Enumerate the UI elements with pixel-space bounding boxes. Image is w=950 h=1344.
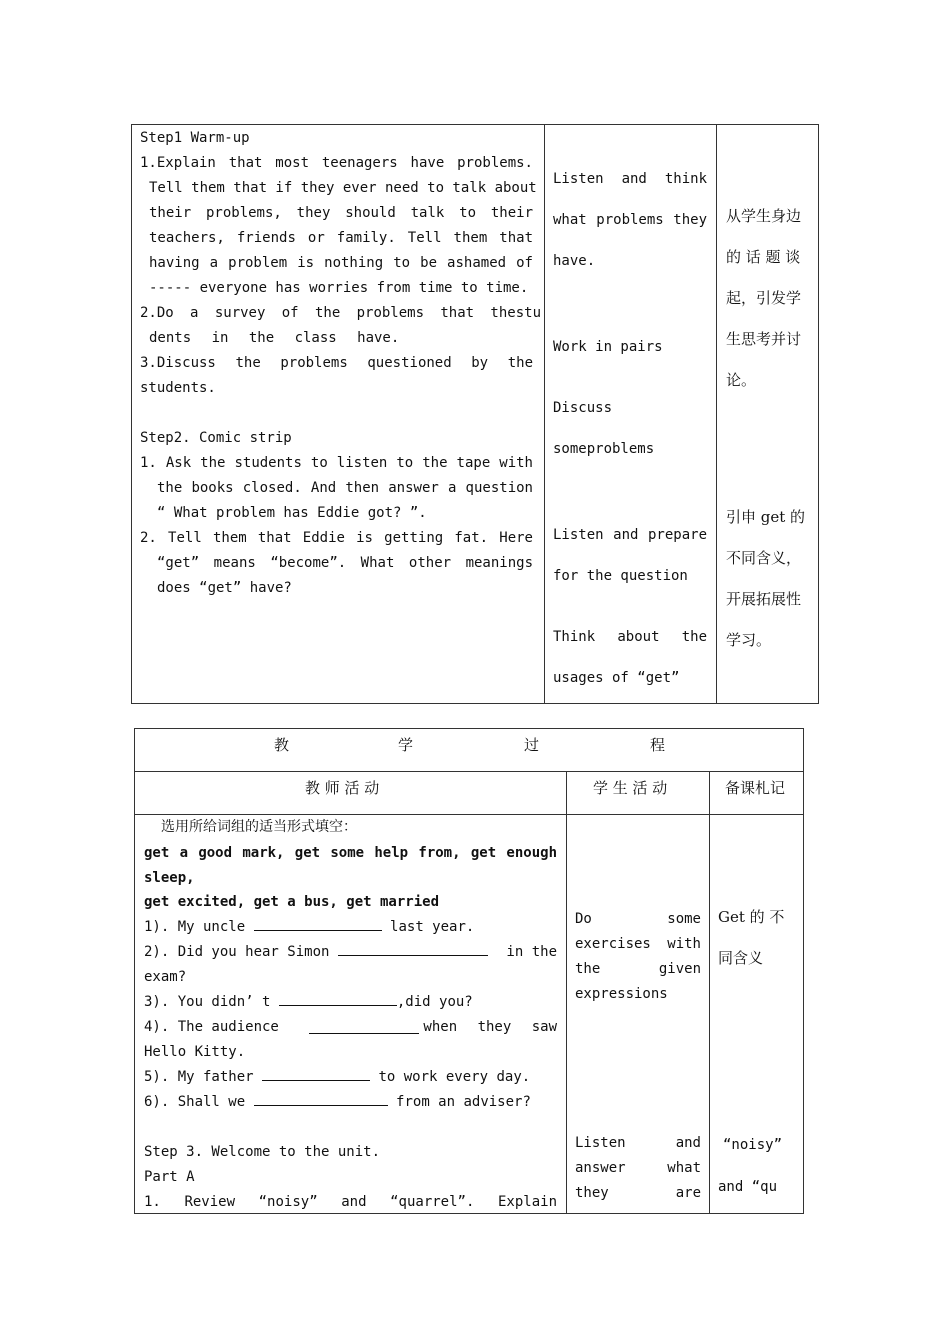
note-n1-line2: 的 话 题 谈: [726, 248, 801, 266]
phrase-bank-line3: get excited, get a bus, get married: [144, 894, 440, 910]
process-char-1: 教: [274, 736, 290, 754]
note-m2-line1: “noisy”: [723, 1137, 783, 1153]
student-b1-line2: exercises with: [575, 936, 701, 952]
note-m1-line2: 同含义: [718, 949, 764, 967]
note-n2-line1: 引申 get 的: [726, 508, 806, 526]
student-a5-line2: usages of “get”: [553, 670, 680, 686]
student-activity-cell: [545, 125, 717, 703]
lesson-table-bottom: [134, 728, 804, 1214]
process-char-4: 程: [650, 736, 666, 754]
student-a5-line1: Think about the: [553, 629, 707, 645]
student-b1-line1: Do some: [575, 911, 701, 927]
student-b2-line1: Listen and: [575, 1135, 701, 1151]
step1-item1-line1: 1.Explain that most teenagers have problems.: [140, 155, 533, 171]
question-2-cont: exam?: [144, 969, 187, 985]
step1-item1-line5: having a problem is nothing to be ashamed of: [149, 255, 533, 271]
step1-title: Step1 Warm-up: [140, 130, 250, 146]
student-a2: Work in pairs: [553, 339, 663, 355]
question-3: 3). You didn’ t ,did you?: [144, 990, 473, 1015]
fill-in-instruction: 选用所给词组的适当形式填空：: [161, 819, 357, 835]
step2-title: Step2. Comic strip: [140, 430, 292, 446]
step2-item2-line1: 2. Tell them that Eddie is getting fat. Here: [140, 530, 533, 546]
student-activity-header: 学 生 活 动: [593, 779, 668, 797]
step2-item2-line2: “get” means “become”. What other meanings: [157, 555, 533, 571]
student-a1-line2: what problems they: [553, 212, 707, 228]
answer-blank-4: [309, 1019, 419, 1034]
process-char-3: 过: [524, 736, 540, 754]
step1-item2-line1: 2.Do a survey of the problems that thestu: [140, 305, 541, 321]
step1-item2-line2: dents in the class have.: [149, 330, 400, 346]
note-m2-line2: and “qu: [718, 1179, 778, 1195]
step3-title: Step 3. Welcome to the unit.: [144, 1144, 381, 1160]
student-a3-line1: Discuss: [553, 400, 613, 416]
process-char-2: 学: [398, 736, 414, 754]
question-5: 5). My father to work every day.: [144, 1065, 530, 1090]
note-n1-line5: 论。: [726, 371, 757, 389]
question-4: 4). The audience when they saw: [144, 1019, 557, 1035]
student-a4-line1: Listen and prepare: [553, 527, 707, 543]
phrase-bank-line2: sleep,: [144, 870, 195, 886]
answer-blank-5: [262, 1066, 370, 1081]
note-n2-line3: 开展拓展性: [726, 590, 802, 608]
student-a1-line1: Listen and think: [553, 171, 707, 187]
step1-item3-line2: students.: [140, 380, 216, 396]
question-1: 1). My uncle last year.: [144, 915, 474, 940]
answer-blank-3: [279, 991, 397, 1006]
step2-item1-line1: 1. Ask the students to listen to the tape with: [140, 455, 533, 471]
step1-item1-line4: teachers, friends or family. Tell them that: [149, 230, 533, 246]
phrase-bank-line1: get a good mark, get some help from, get enough: [144, 845, 557, 861]
part-a-label: Part A: [144, 1169, 195, 1185]
step3-item1: 1. Review “noisy” and “quarrel”. Explain: [144, 1194, 557, 1210]
process-header: [135, 729, 803, 772]
teacher-activity-header: 教 师 活 动: [305, 779, 380, 797]
notes-cell: [717, 125, 818, 703]
question-2: 2). Did you hear Simon in the: [144, 940, 557, 965]
note-n2-line4: 学习。: [726, 631, 772, 649]
student-b1-line3: the given: [575, 961, 701, 977]
column-header-row: [135, 772, 803, 815]
student-b2-line3: they are: [575, 1185, 701, 1201]
lesson-table-top: [131, 124, 819, 704]
answer-blank-2: [338, 941, 488, 956]
teacher-activity-cell: [132, 125, 545, 703]
step1-item1-line6: ----- everyone has worries from time to time.: [149, 280, 529, 296]
step2-item1-line2: the books closed. And then answer a question: [157, 480, 533, 496]
step2-item2-line3: does “get” have?: [157, 580, 292, 596]
question-4-cont: Hello Kitty.: [144, 1044, 246, 1060]
notes-header: 备课札记: [725, 779, 786, 797]
step1-item1-line3: their problems, they should talk to their: [149, 205, 533, 221]
student-a1-line3: have.: [553, 253, 596, 269]
note-n2-line2: 不同含义，: [726, 549, 802, 567]
note-n1-line3: 起，引发学: [726, 289, 802, 307]
student-a4-line2: for the question: [553, 568, 688, 584]
student-b1-line4: expressions: [575, 986, 668, 1002]
step1-item1-line2: Tell them that if they ever need to talk about: [149, 180, 537, 196]
note-m1-line1: Get 的 不: [718, 908, 785, 926]
column-divider-2: [709, 772, 710, 1214]
answer-blank-6: [254, 1091, 388, 1106]
student-b2-line2: answer what: [575, 1160, 701, 1176]
column-divider-1: [566, 772, 567, 1214]
answer-blank-1: [254, 916, 382, 931]
student-a3-line2: someproblems: [553, 441, 655, 457]
step1-item3-line1: 3.Discuss the problems questioned by the: [140, 355, 533, 371]
step2-item1-line3: “ What problem has Eddie got? ”.: [157, 505, 427, 521]
question-6: 6). Shall we from an adviser?: [144, 1090, 531, 1115]
note-n1-line1: 从学生身边: [726, 207, 802, 225]
note-n1-line4: 生思考并讨: [726, 330, 802, 348]
